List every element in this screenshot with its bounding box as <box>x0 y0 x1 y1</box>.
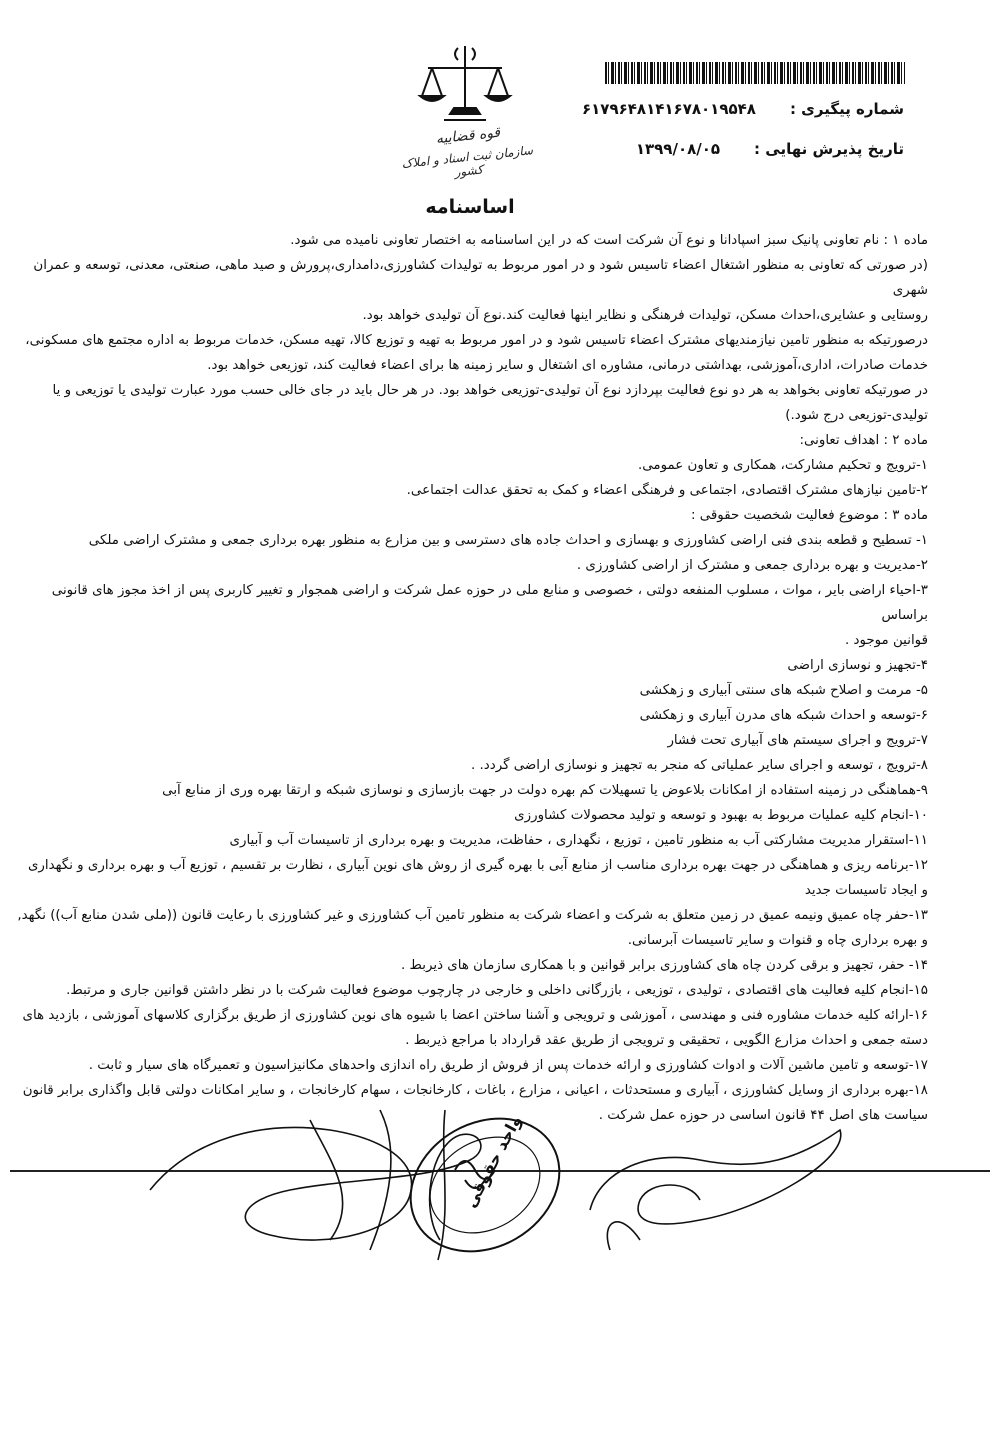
body-line: و ایجاد تاسیسات جدید <box>804 883 928 898</box>
body-line: ۱- تسطیح و قطعه بندی فنی اراضی کشاورزی و بهسازی و احداث جاده های دسترسی و بین مزارع به منظور بهره برداری جمعی و مشترک اراضی ملکی <box>88 533 928 548</box>
acceptance-label: تاریخ پذیرش نهایی : <box>754 140 904 158</box>
barcode <box>605 62 905 84</box>
body-line: ۱۲-برنامه ریزی و هماهنگی در جهت بهره برداری مناسب از منابع آبی با بهره گیری از روش های نوین آبیاری ، نظارت بر تقسیم ، توزیع آب و بهره برداری و نگهداری <box>27 858 928 873</box>
body-line: دسته جمعی و احداث مزارع الگویی ، تحقیقی و ترویجی از طریق عقد قرارداد با مراجع ذیربط . <box>405 1033 928 1048</box>
body-line: درصورتیکه به منظور تامین نیازمندیهای مشترک اعضاء تاسیس شود و در امور مربوط به تهیه و توزیع کالا، تهیه مسکن، خدمات مربوط به اداره مجتمع های مسکونی، <box>25 333 928 348</box>
scales-of-justice-icon <box>410 40 520 130</box>
body-line: خدمات صادرات، اداری،آموزشی، بهداشتی درمانی، مشاوره ای اشتغال و سایر زمینه ها برای اعضاء فعالیت کند، توزیعی خواهد بود. <box>207 358 928 373</box>
body-line: ۱۸-بهره برداری از وسایل کشاورزی ، آبیاری و مستحدثات ، اعیانی ، مزارع ، باغات ، کارخانجات ، سهام کارخانجات ، و سایر امکانات دولتی قابل واگذاری برابر قانون <box>22 1083 928 1098</box>
body-line: ماده ۲ : اهداف تعاونی: <box>799 433 928 448</box>
emblem-caption: قوه قضاییه <box>435 124 501 148</box>
body-line: تولیدی-توزیعی درج شود.) <box>785 408 928 423</box>
body-line: ۱-ترویج و تحکیم مشارکت، همکاری و تعاون عمومی. <box>638 458 928 473</box>
emblem-subcaption: سازمان ثبت اسناد و املاک کشور <box>400 143 534 180</box>
stamp-text: واحد حقوقی <box>460 1112 526 1211</box>
body-line: و بهره برداری چاه و قنوات و سایر تاسیسات آبرسانی. <box>627 933 928 948</box>
body-line: ۱۰-انجام کلیه عملیات مربوط به بهبود و توسعه و تولید محصولات کشاورزی <box>514 808 928 823</box>
body-line: ماده ۳ : موضوع فعالیت شخصیت حقوقی : <box>690 508 928 523</box>
body-line: ۱۷-توسعه و تامین ماشین آلات و ادوات کشاورزی و ارائه خدمات پس از فروش از طریق راه اندازی واحدهای مکانیزاسیون و تعمیرگاه های سیار و ثابت . <box>88 1058 928 1073</box>
body-line: (در صورتی که تعاونی به منظور اشتغال اعضاء تاسیس شود و در امور مربوط به تولیدات کشاورزی،دامداری،پرورش و صید ماهی، صنعتی، معدنی، توسعه و عمران شهری <box>33 258 928 298</box>
body-line: ۲-تامین نیازهای مشترک اقتصادی، اجتماعی و فرهنگی اعضاء و کمک به تحقق عدالت اجتماعی. <box>406 483 928 498</box>
body-line: ۱۵-انجام کلیه فعالیت های اقتصادی ، تولیدی ، توزیعی ، بازرگانی داخلی و خارجی در چارچوب موضوع فعالیت شرکت با در نظر داشتن قوانین جاری و مرتبط. <box>66 983 928 998</box>
body-line: قوانین موجود . <box>844 633 928 648</box>
document-body <box>16 228 928 1128</box>
body-line: ۲-مدیریت و بهره برداری جمعی و مشترک از اراضی کشاورزی . <box>576 558 928 573</box>
signature-left <box>150 1128 481 1241</box>
body-line: ۵- مرمت و اصلاح شبکه های سنتی آبیاری و زهکشی <box>639 683 928 698</box>
body-line: ۷-ترویج و اجرای سیستم های آبیاری تحت فشار <box>667 733 928 748</box>
body-line: سیاست های اصل ۴۴ قانون اساسی در حوزه عمل شرکت . <box>598 1108 928 1123</box>
acceptance-row <box>636 140 904 158</box>
signature-right <box>590 1130 841 1224</box>
body-line: ۱۶-ارائه کلیه خدمات مشاوره فنی و مهندسی ، آموزشی و ترویجی و آشنا ساختن اعضا با شیوه های نوین کشاورزی از طریق برگزاری کلاسهای آموزشی ، بازدید های <box>22 1008 928 1023</box>
body-line: روستایی و عشایری،احداث مسکن، تولیدات فرهنگی و نظایر اینها فعالیت کند.نوع آن تولیدی خواهد بود. <box>362 308 928 323</box>
body-line: در صورتیکه تعاونی بخواهد به هر دو نوع فعالیت بپردازد نوع آن تولیدی-توزیعی خواهد بود. در هر حال باید در جای خالی حسب مورد عبارت تولیدی یا توزیعی و یا <box>52 383 928 398</box>
tracking-number: ۶۱۷۹۶۴۸۱۴۱۶۷۸۰۱۹۵۴۸ <box>581 100 756 118</box>
acceptance-date: ۱۳۹۹/۰۸/۰۵ <box>635 140 721 158</box>
body-line: ۳-احیاء اراضی بایر ، موات ، مسلوب المنفعه دولتی ، خصوصی و منابع ملی در حوزه عمل شرکت و اراضی همجوار و تغییر کاربری پس از اخذ مجوز های قانونی براساس <box>51 583 928 623</box>
body-line: ماده ۱ : نام تعاونی پانیک سبز اسپادانا و نوع آن شرکت است که در این اساسنامه به اختصار تعاونی نامیده می شود. <box>290 233 928 248</box>
document-title: اساسنامه <box>425 196 515 218</box>
body-line: ۱۴- حفر، تجهیز و برقی کردن چاه های کشاورزی برابر قوانین و با همکاری سازمان های ذیربط . <box>401 958 928 973</box>
tracking-label: شماره پیگیری : <box>789 100 904 118</box>
tracking-row <box>582 100 904 118</box>
body-line: ۹-هماهنگی در زمینه استفاده از امکانات بلاعوض یا تسهیلات کم بهره دولت در جهت بازسازی و نوسازی شبکه و ارتقا بهره وری از منابع آبی <box>162 783 928 798</box>
body-line: ۱۳-حفر چاه عمیق ونیمه عمیق در زمین متعلق به شرکت و اعضاء شرکت به منظور تامین آب کشاورزی و غیر کشاورزی با رعایت قانون ((ملی شدن منابع آب)) نگهد, <box>17 908 928 923</box>
body-line: ۸-ترویج ، توسعه و اجرای سایر عملیاتی که منجر به تجهیز و نوسازی اراضی گردد. . <box>471 758 928 773</box>
body-line: ۴-تجهیز و نوسازی اراضی <box>787 658 928 673</box>
body-line: ۶-توسعه و احداث شبکه های مدرن آبیاری و زهکشی <box>639 708 928 723</box>
body-line: ۱۱-استقرار مدیریت مشارکتی آب به منظور تامین ، توزیع ، نگهداری ، حفاظت، مدیریت و بهره برداری از تاسیسات آب و آبیاری <box>229 833 928 848</box>
